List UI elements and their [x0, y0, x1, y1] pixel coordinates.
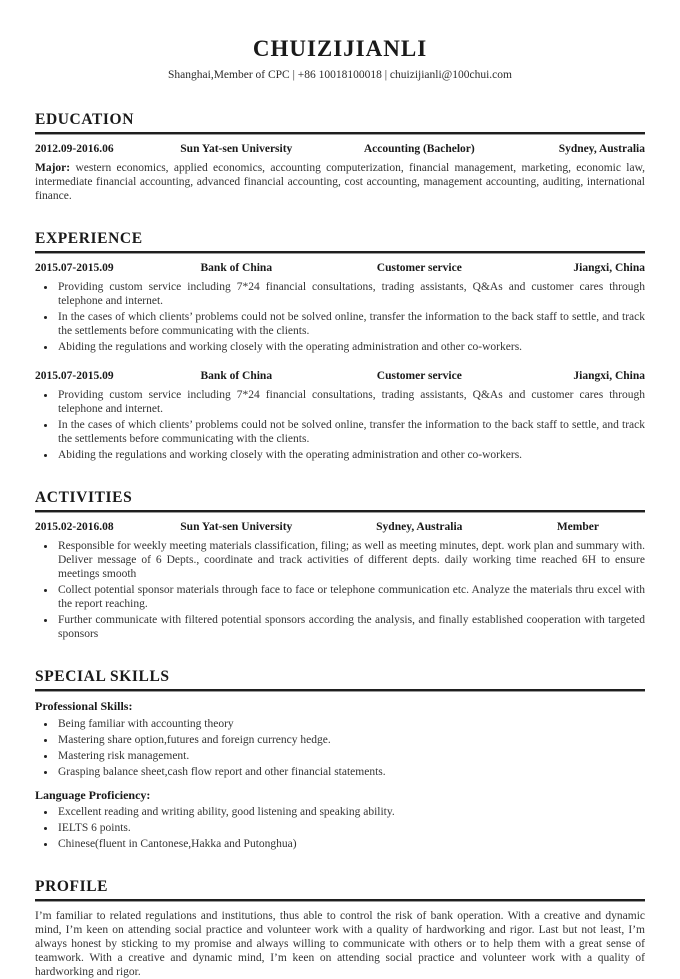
major-label: Major:	[35, 161, 71, 174]
section-special-skills	[35, 668, 645, 851]
language-proficiency-heading: Language Proficiency:	[35, 787, 151, 802]
activities-title: ACTIVITIES	[35, 489, 133, 507]
section-rule	[35, 689, 645, 692]
experience-role: Customer service	[376, 261, 462, 274]
bullet-item: • In the cases of which clients’ problems could not be solved online, transfer the information to the back staff to settle, and track the settlements before communicating with the clients.	[56, 310, 645, 338]
bullet-item: • Responsible for weekly meeting materials classification, filing; as well as meeting minutes, dept. work plan and summary with. Deliver message of 6 Depts., coordinate and track activities of different depts. daily working time reached 6H to ensure meetings smooth	[56, 539, 645, 581]
professional-skills-heading: Professional Skills:	[35, 699, 133, 714]
professional-skills-list	[35, 717, 645, 779]
experience-location: Jiangxi, China	[573, 370, 645, 382]
activities-location: Sydney, Australia	[376, 521, 463, 534]
activities-role: Member	[556, 521, 599, 534]
bullet-item: • In the cases of which clients’ problems could not be solved online, transfer the information to the back staff to settle, and track the settlements before communicating with the clients.	[56, 418, 645, 446]
bullet-item: • Chinese(fluent in Cantonese,Hakka and Putonghua)	[56, 837, 645, 851]
bullet-item: • Abiding the regulations and working closely with the operating administration and other co-workers.	[56, 448, 645, 462]
bullet-item: • Being familiar with accounting theory	[56, 717, 645, 731]
section-rule	[35, 899, 645, 902]
profile-title: PROFILE	[35, 878, 109, 896]
section-rule	[35, 510, 645, 513]
education-period: 2012.09-2016.06	[35, 143, 114, 155]
candidate-name: CHUIZIJIANLI	[252, 36, 428, 61]
bullet-item: • Further communicate with filtered potential sponsors according the analysis, and finally established cooperation with targeted sponsors	[56, 613, 645, 641]
bullet-item: • Mastering risk management.	[56, 749, 645, 763]
professional-skills-group	[35, 699, 645, 779]
language-proficiency-list	[35, 805, 645, 851]
experience-bullets	[35, 388, 645, 462]
experience-row	[35, 261, 645, 276]
activities-row	[35, 520, 645, 535]
education-major	[35, 161, 645, 203]
section-education	[35, 111, 645, 203]
experience-company: Bank of China	[200, 370, 273, 382]
experience-row	[35, 369, 645, 384]
experience-period: 2015.07-2015.09	[35, 261, 114, 274]
education-school: Sun Yat-sen University	[180, 143, 293, 155]
bullet-item: • IELTS 6 points.	[56, 821, 645, 835]
experience-entry	[35, 369, 645, 462]
activities-org: Sun Yat-sen University	[180, 521, 293, 534]
education-title: EDUCATION	[35, 111, 134, 128]
bullet-item: • Collect potential sponsor materials through face to face or telephone communication etc. Analyze the materials thru excel with the report reaching.	[56, 583, 645, 611]
bullet-item: • Mastering share option,futures and foreign currency hedge.	[56, 733, 645, 747]
section-activities	[35, 489, 645, 641]
experience-role: Customer service	[376, 370, 462, 382]
bullet-item: • Grasping balance sheet,cash flow report and other financial statements.	[56, 765, 645, 779]
experience-company: Bank of China	[200, 261, 273, 274]
contact-line: Shanghai,Member of CPC | +86 10018100018 | chuizijianli@100chui.com	[168, 69, 512, 81]
profile-text: I’m familiar to related regulations and institutions, thus able to control the risk of bank operation. With a creative and dynamic mind, I’m keen on attending social practice and volunteer work with a quality of hardworking and rigor. Last but not least, I’m always honest by sticking to my promise and always willing to communicate with others or to help them with a great sense of teamwork. With a creative and dynamic mind, I’m keen on attending social practice and volunteer work with a quality of hardworking and rigor.	[35, 910, 645, 979]
experience-location: Jiangxi, China	[573, 261, 645, 274]
language-proficiency-group	[35, 788, 645, 852]
bullet-item: • Providing custom service including 7*24 financial consultations, trading assistants, Q&As and customer cares through telephone and internet.	[56, 388, 645, 416]
experience-period: 2015.07-2015.09	[35, 370, 114, 382]
education-location: Sydney, Australia	[558, 143, 645, 155]
experience-bullets	[35, 280, 645, 354]
section-profile	[35, 878, 645, 979]
experience-title: EXPERIENCE	[35, 229, 143, 247]
bullet-item: • Providing custom service including 7*24 financial consultations, trading assistants, Q&As and customer cares through telephone and internet.	[56, 280, 645, 308]
activities-period: 2015.02-2016.08	[35, 521, 114, 534]
education-degree: Accounting (Bachelor)	[363, 143, 475, 155]
bullet-item: • Excellent reading and writing ability, good listening and speaking ability.	[56, 805, 645, 819]
activities-bullets	[35, 539, 645, 641]
skills-title: SPECIAL SKILLS	[35, 668, 170, 686]
section-rule	[35, 132, 645, 135]
section-rule	[35, 251, 645, 254]
major-text: western economics, applied economics, accounting computerization, financial management, marketing, economic law, intermediate financial accounting, advanced financial accounting, cost accounting, management accounting, auditing, international finance.	[35, 161, 646, 202]
bullet-item: • Abiding the regulations and working closely with the operating administration and other co-workers.	[56, 340, 645, 354]
experience-entry	[35, 261, 645, 354]
section-experience	[35, 230, 645, 462]
education-row	[35, 142, 645, 157]
